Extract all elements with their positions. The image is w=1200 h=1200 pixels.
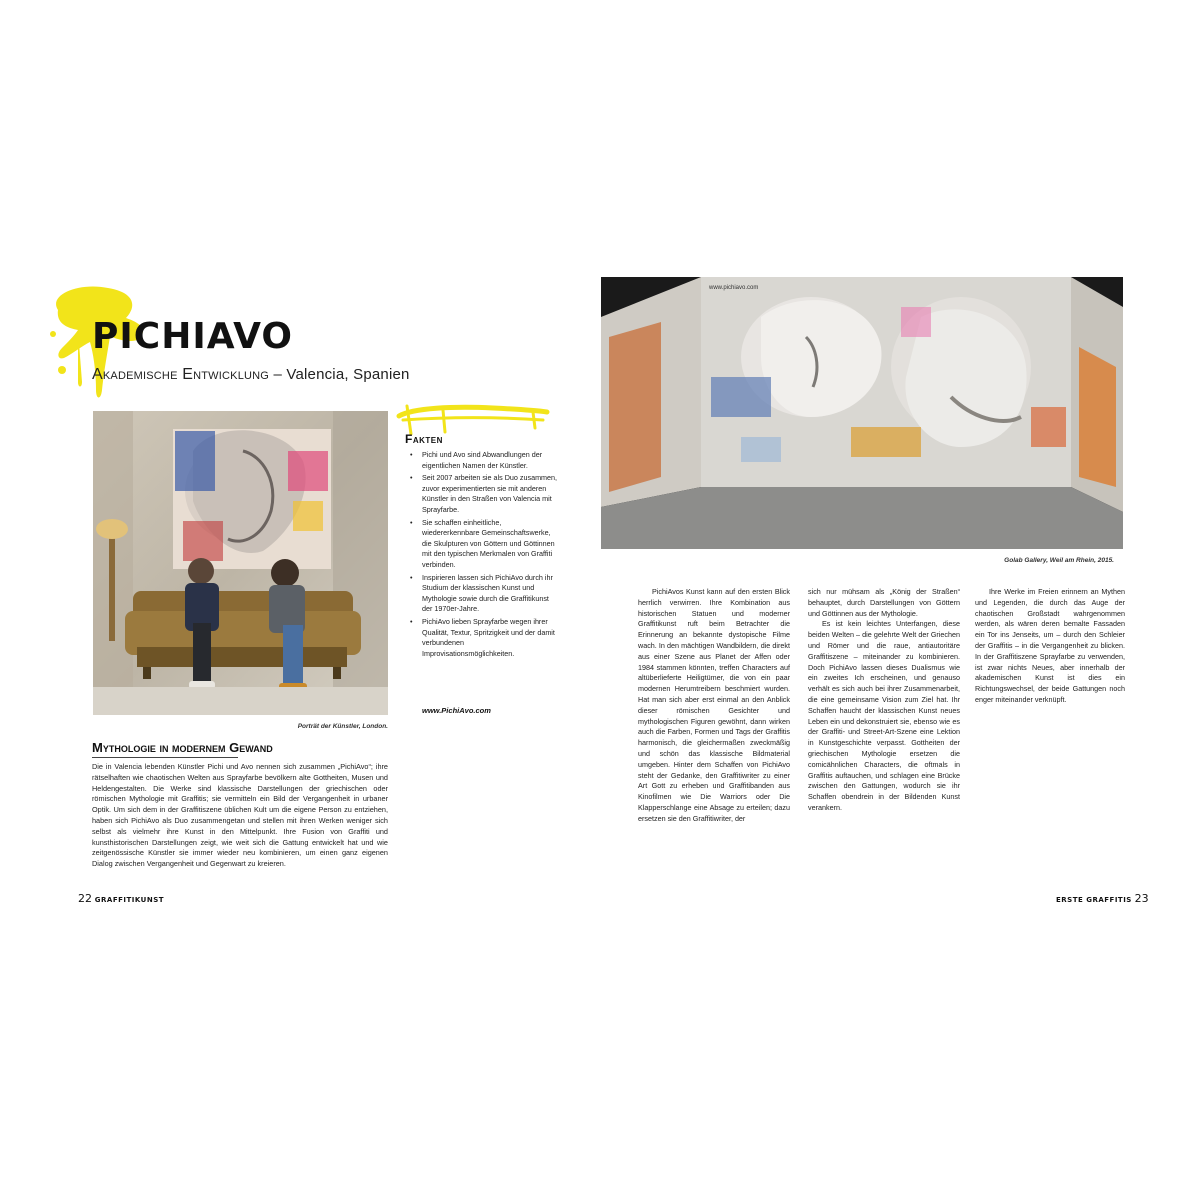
facts-list	[410, 450, 558, 661]
website-link[interactable]: www.PichiAvo.com	[422, 706, 491, 715]
right-page-number: 23	[1134, 892, 1149, 905]
column-3-paragraph: Ihre Werke im Freien erinnern an Mythen und Legenden, die durch das Auge der chaotischen Großstadt wahrgenommen werden, als wären deren bemalte Fassaden ein Tor ins Jenseits, um – durch den Schleier der Graffitis – in die Vergangenheit zu blicken. In der Graffitiszene Sprayfarbe zu verwenden, ist zwar nichts Neues, aber innerhalb der akademischen Kunst ist dies ein Richtungswechsel, der beide Gattungen noch enger miteinander verknüpft.	[975, 587, 1125, 704]
page-title: PICHIAVO	[92, 316, 293, 357]
gallery-photo	[601, 277, 1123, 549]
subtitle-location: – Valencia, Spanien	[269, 366, 410, 383]
subtitle	[92, 366, 410, 384]
wall-credit: www.pichiavo.com	[709, 285, 759, 291]
facts-heading: Fakten	[405, 432, 443, 446]
column-1-paragraph: PichiAvos Kunst kann auf den ersten Blick herrlich verwirren. Ihre Kombination aus historischen Statuen und moderner Graffitikunst ruft beim Betrachter die Erinnerung an bekannte dystopische Filme wach. In den mächtigen Wandbildern, die direkt aus einer Szene aus Planet der Affen oder 1984 stammen könnten, treffen Characters auf altüberlieferte Heiligtümer, die von ein paar modernen Herumtreibern beschmiert wurden. Hat man sich aber erst einmal an den Anblick dieser römischen Gesichter und mythologischen Figuren gewöhnt, dann wirken auch die Farben, Formen und Tags der Graffitis harmonisch, die gleichermaßen zweckmäßig und schön das klassische Bildmaterial umgeben. Hinter dem Schaffen von PichiAvo steht der Gedanke, den Graffitiwriter zu einer Art Gott zu erheben und Graffitibanden aus Kinofilmen wie Die Warriors oder Die Klapperschlange eine Absage zu erteilen; dazu ersetzen sie den Graffitiwriter, der	[638, 587, 790, 823]
section-heading: Mythologie in modernem Gewand	[92, 740, 273, 755]
section-body-text	[92, 762, 388, 870]
facts-item: • Sie schaffen einheitliche, wiedererkennbare Gemeinschaftswerke, die Skulpturen von Göttern und Göttinnen mit den typischen Merkmalen von Graffiti verbinden.	[410, 518, 558, 571]
portrait-caption: Porträt der Künstler, London.	[297, 723, 388, 730]
right-page-footer	[1056, 892, 1149, 905]
text-column-3	[975, 587, 1125, 706]
subtitle-caps: Akademische Entwicklung	[92, 366, 270, 383]
gallery-caption: Golab Gallery, Weil am Rhein, 2015.	[1004, 557, 1114, 564]
artists-portrait-photo	[93, 411, 388, 715]
facts-item: • Inspirieren lassen sich PichiAvo durch ihr Studium der klassischen Kunst und Mythologie sowie durch die Graffitikunst der 1970er-Jahre.	[410, 573, 558, 615]
left-page-number: 22	[78, 892, 92, 905]
facts-item: • Seit 2007 arbeiten sie als Duo zusammen, zuvor experimentierten sie mit anderen Künstler in den Straßen von Valencia mit Sprayfarbe.	[410, 473, 558, 515]
section-divider	[92, 757, 238, 758]
left-page-footer	[78, 892, 164, 905]
column-2-paragraph-2: Es ist kein leichtes Unterfangen, diese beiden Welten – die gelehrte Welt der Griechen und Römer und die raue, antiautoritäre Graffitiszene – miteinander zu kombinieren. Doch PichiAvo lassen dieses Dualismus wie ein zweites Ich erscheinen, und genauso verhält es sich auch bei ihrer Zusammenarbeit, die eine gemeinsame Vision zum Ziel hat. Ihr Schaffen haucht der klassischen Kunst neues Leben ein und dekonstruiert sie, ebenso wie es der Graffiti- und Street-Art-Szene eine Lektion in Kunstgeschichte verpasst. Gottheiten der griechischen Mythologie ersetzen die comicähnlichen Characters, die oftmals in Graffitis auftauchen, und schlagen eine Brücke zwischen den Gattungen, wodurch sie ihr Schaffen obendrein in der Bildenden Kunst verankern.	[808, 619, 960, 812]
text-column-1	[638, 587, 790, 825]
facts-item: • PichiAvo lieben Sprayfarbe wegen ihrer Qualität, Textur, Spritzigkeit und der damit verbundenen Improvisationsmöglichkeiten.	[410, 617, 558, 659]
column-2-paragraph-1: sich nur mühsam als „König der Straßen“ behauptet, durch Darstellungen von Göttern und Göttinnen aus der Mythologie.	[808, 587, 960, 618]
left-page-label: GRAFFITIKUNST	[94, 896, 165, 904]
right-page-label: ERSTE GRAFFITIS	[1056, 896, 1132, 904]
facts-item: • Pichi und Avo sind Abwandlungen der eigentlichen Namen der Künstler.	[410, 450, 558, 471]
section-paragraph: Die in Valencia lebenden Künstler Pichi und Avo nennen sich zusammen „PichiAvo“; ihre rätselhaften wie chaotischen Welten aus Sprayfarbe bevölkern alte Gottheiten, Musen und Heldengestalten. Die Werke sind klassische Darstellungen der griechischen oder römischen Mythologie mit Graffitis; sie vermitteln ein Bild der Vergangenheit in urbaner Optik. Um sich dem in der Graffitiszene üblichen Kult um die eigene Person zu entziehen, haben sich PichiAvo als Duo zusammengetan und stellen mit ihren Werken weniger sich selbst als vielmehr ihre Kunst in den Mittelpunkt. Ihre Fusion von Graffiti und kunsthistorischen Darstellungen zeigt, wie weit sich die Gattung entwickelt hat und wie zeitgenössische Künstler sie immer wieder neu kombinieren, um einen ganz eigenen Dialog zwischen Vergangenheit und Gegenwart zu kreieren.	[92, 762, 388, 869]
text-column-2	[808, 587, 960, 814]
